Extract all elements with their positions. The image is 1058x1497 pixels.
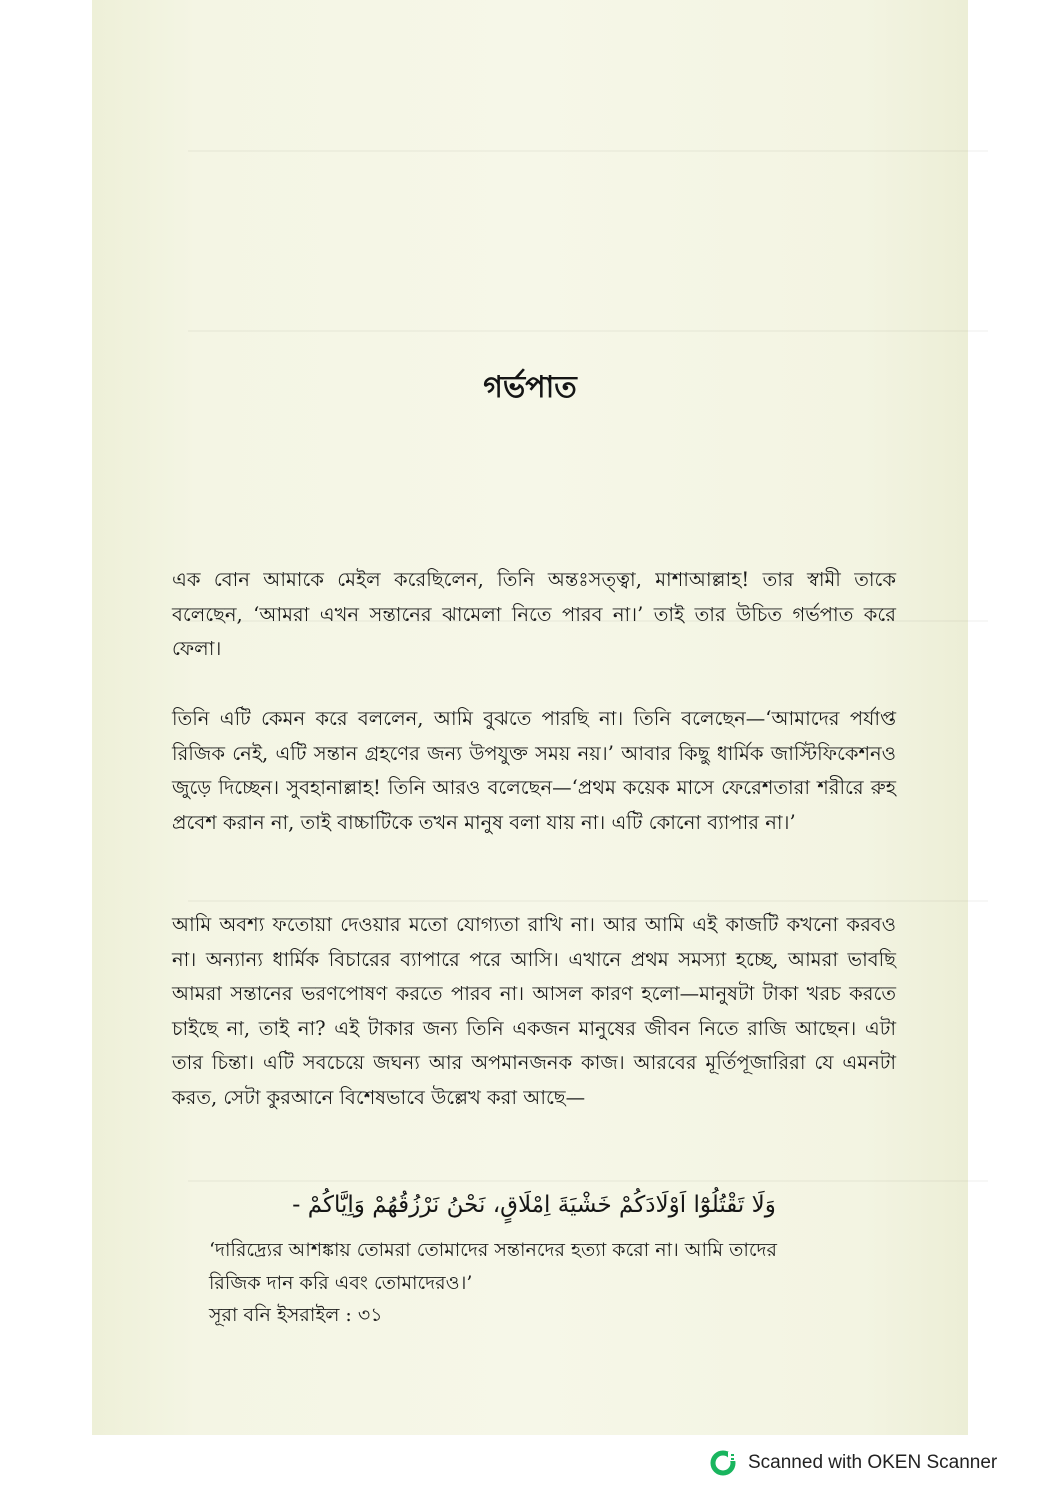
book-page — [92, 0, 968, 1435]
verse-translation: ‘দারিদ্র্যের আশঙ্কায় তোমরা তোমাদের সন্তানদের হত্যা করো না। আমি তাদের রিজিক দান করি এবং তোমাদেরও।’ — [209, 1239, 777, 1294]
paragraph-2: তিনি এটি কেমন করে বললেন, আমি বুঝতে পারছি না। তিনি বলেছেন—‘আমাদের পর্যাপ্ত রিজিক নেই, এটি সন্তান গ্রহণের জন্য উপযুক্ত সময় নয়।’ আবার কিছু ধার্মিক জাস্টিফিকেশনও জুড়ে দিচ্ছেন। সুবহানাল্লাহ! তিনি আরও বলেছেন—‘প্রথম কয়েক মাসে ফেরেশতারা শরীরে রুহ প্রবেশ করান না, তাই বাচ্চাটিকে তখন মানুষ বলা যায় না। এটি কোনো ব্যাপার না।’ — [172, 707, 896, 834]
show-through-line — [188, 900, 988, 902]
arabic-verse: وَلَا تَقْتُلُوْٓا اَوْلَادَكُمْ خَشْيَةَ اِمْلَاقٍ، نَحْنُ نَرْزُقُهُمْ وَاِيَّاكُمْ - — [292, 1192, 776, 1218]
scanner-watermark-text: Scanned with OKEN Scanner — [748, 1452, 998, 1473]
show-through-line — [188, 330, 988, 332]
oken-scanner-logo-icon — [710, 1450, 736, 1476]
show-through-line — [188, 150, 988, 152]
show-through-line — [188, 1180, 988, 1182]
scanner-watermark — [710, 1449, 997, 1477]
verse-reference: সূরা বনি ইসরাইল : ৩১ — [209, 1304, 383, 1326]
paragraph-1: এক বোন আমাকে মেইল করেছিলেন, তিনি অন্তঃসত্ত্বা, মাশাআল্লাহ! তার স্বামী তাকে বলেছেন, ‘আমরা এখন সন্তানের ঝামেলা নিতে পারব না।’ তাই তার উচিত গর্ভপাত করে ফেলা। — [172, 568, 896, 660]
paragraph-3: আমি অবশ্য ফতোয়া দেওয়ার মতো যোগ্যতা রাখি না। আর আমি এই কাজটি কখনো করবও না। অন্যান্য ধার্মিক বিচারের ব্যাপারে পরে আসি। এখানে প্রথম সমস্যা হচ্ছে, আমরা ভাবছি আমরা সন্তানের ভরণপোষণ করতে পারব না। আসল কারণ হলো—মানুষটা টাকা খরচ করতে চাইছে না, তাই না? এই টাকার জন্য তিনি একজন মানুষের জীবন নিতে রাজি আছেন। এটা তার চিন্তা। এটি সবচেয়ে জঘন্য আর অপমানজনক কাজ। আরবের মূর্তিপূজারিরা যে এমনটা করত, সেটা কুরআনে বিশেষভাবে উল্লেখ করা আছে— — [172, 913, 896, 1109]
chapter-title: গর্ভপাত — [483, 370, 577, 405]
